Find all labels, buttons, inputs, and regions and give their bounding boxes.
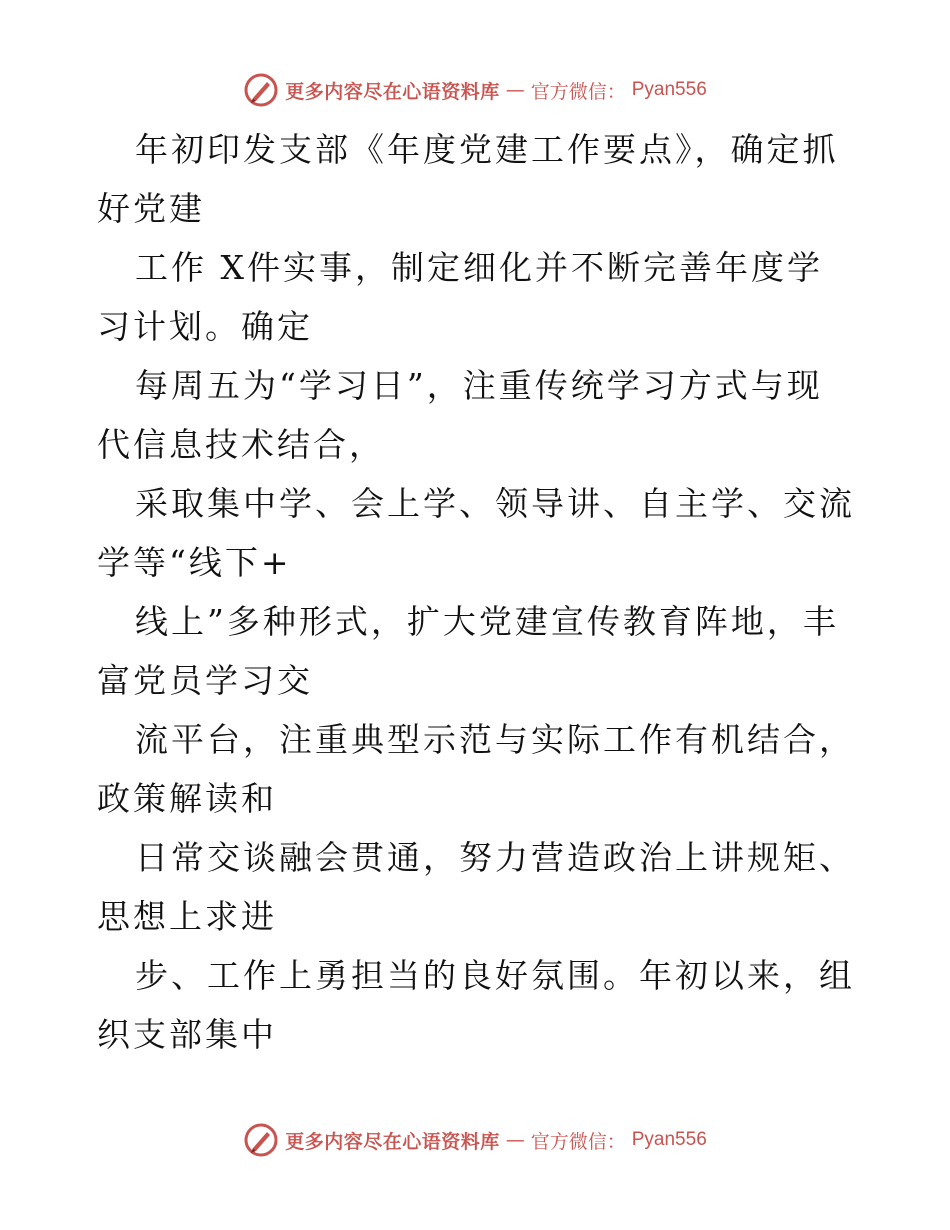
paragraph: 年初印发支部《年度党建工作要点》，确定抓好党建 xyxy=(97,130,839,228)
header-banner-text: 更多内容尽在心语资料库 xyxy=(285,80,500,103)
pen-logo-icon xyxy=(243,72,279,108)
paragraph: 日常交谈融会贯通，努力营造政治上讲规矩、思想上求进 xyxy=(97,838,855,936)
paragraph: 采取集中学、会上学、领导讲、自主学、交流学等“线下+ xyxy=(97,484,855,582)
paragraph: 步、工作上勇担当的良好氛围。年初以来，组织支部集中 xyxy=(97,956,855,1054)
footer-banner xyxy=(0,1120,950,1160)
body-text xyxy=(97,120,857,1064)
paragraph: 流平台，注重典型示范与实际工作有机结合，政策解读和 xyxy=(97,720,855,818)
footer-banner-text: 更多内容尽在心语资料库 xyxy=(285,1130,500,1153)
footer-wechat-label: 官方微信： xyxy=(530,1130,626,1153)
header-banner xyxy=(0,70,950,110)
pen-logo-icon xyxy=(243,1122,279,1158)
paragraph: 线上”多种形式，扩大党建宣传教育阵地，丰富党员学习交 xyxy=(97,602,839,700)
footer-banner-separator: — xyxy=(505,1129,525,1151)
header-banner-separator: — xyxy=(505,79,525,101)
footer-wechat-id: Pyan556 xyxy=(631,1129,707,1150)
paragraph: 工作 X件实事，制定细化并不断完善年度学习计划。确定 xyxy=(97,248,823,346)
header-wechat-label: 官方微信： xyxy=(530,80,626,103)
paragraph: 每周五为“学习日”，注重传统学习方式与现代信息技术结合， xyxy=(97,366,823,464)
header-wechat-id: Pyan556 xyxy=(631,79,707,100)
